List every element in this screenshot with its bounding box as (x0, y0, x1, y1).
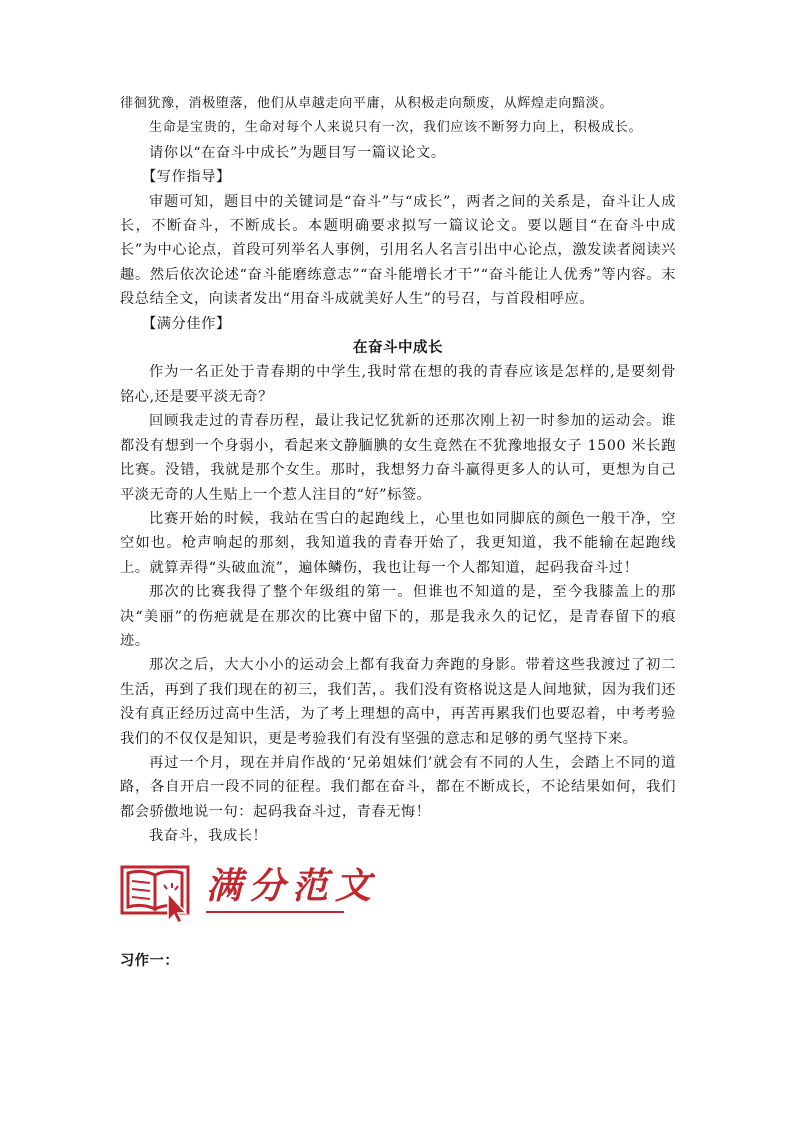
essay-heading: 【满分佳作】 (142, 315, 231, 332)
writing-prompt: 请你以“在奋斗中成长”为题目写一篇议论文。 (149, 144, 446, 161)
badge-title: 满分范文 (206, 864, 379, 907)
essay-paragraph: 那次的比赛我得了整个年级组的第一。但谁也不知道的是，至今我膝盖上的那决“美丽”的伤疤就是在那次的比赛中留下的，那是我永久的记忆，是青春留下的痕迹。 (120, 584, 676, 649)
essay-title: 在奋斗中成长 (353, 339, 443, 357)
guide-heading: 【写作指导】 (142, 169, 231, 186)
intro-line-1: 徘徊犹豫，消极堕落，他们从卓越走向平庸，从积极走向颓废，从辉煌走向黯淡。 (120, 96, 614, 111)
intro-line-2: 生命是宝贵的，生命对每个人来说只有一次，我们应该不断努力向上，积极成长。 (149, 120, 643, 136)
essay-paragraph: 回顾我走过的青春历程，最让我记忆犹新的还那次刚上初一时参加的运动会。谁都没有想到一个身弱小，看起来文静腼腆的女生竟然在不犹豫地报女子 1500 米长跑比赛。没错，我就是那个女生。那时，我想努力奋斗赢得更多人的认可，更想为自己平淡无奇的人生贴上一个惹人注目的“好”标签。 (120, 413, 676, 503)
document-page (120, 92, 676, 973)
essay-paragraph: 那次之后，大大小小的运动会上都有我奋力奔跑的身影。带着这些我渡过了初二生活，再到了我们现在的初三，我们苦，。我们没有资格说这是人间地狱，因为我们还没有真正经历过高中生活，为了考上理想的高中，再苦再累我们也要忍着，中考考验我们的不仅仅是知识，更是考验我们有没有坚强的意志和足够的勇气坚持下来。 (120, 657, 676, 747)
open-book-cursor-icon (120, 863, 200, 925)
badge-underline (206, 911, 344, 913)
exercise-label: 习作一： (120, 952, 180, 969)
essay-paragraph: 再过一个月，现在并肩作战的‘兄弟姐妹们’就会有不同的人生，会踏上不同的道路，各自开启一段不同的征程。我们都在奋斗，都在不断成长，不论结果如何，我们都会骄傲地说一句：起码我奋斗过，青春无悔！ (120, 754, 676, 820)
full-score-badge (120, 863, 676, 925)
essay-closing: 我奋斗，我成长！ (149, 828, 268, 845)
essay-paragraph: 作为一名正处于青春期的中学生,我时常在想的我的青春应该是怎样的,是要刻骨铭心,还是要平淡无奇？ (120, 364, 676, 405)
guide-body: 审题可知，题目中的关键词是“奋斗”与“成长”，两者之间的关系是，奋斗让人成长，不断奋斗，不断成长。本题明确要求拟写一篇议论文。要以题目“在奋斗中成长”为中心论点，首段可列举名人事例，引用名人名言引出中心论点，激发读者阅读兴趣。然后依次论述“奋斗能磨练意志”“奋斗能增长才干”“奋斗能让人优秀”等内容。末段总结全文，向读者发出“用奋斗成就美好人生”的号召，与首段相呼应。 (120, 193, 676, 308)
essay-paragraph: 比赛开始的时候，我站在雪白的起跑线上，心里也如同脚底的颜色一般干净，空空如也。枪声响起的那刻，我知道我的青春开始了，我更知道，我不能输在起跑线上。就算弄得“头破血流”，遍体鳞伤，我也让每一个人都知道，起码我奋斗过！ (120, 510, 676, 576)
